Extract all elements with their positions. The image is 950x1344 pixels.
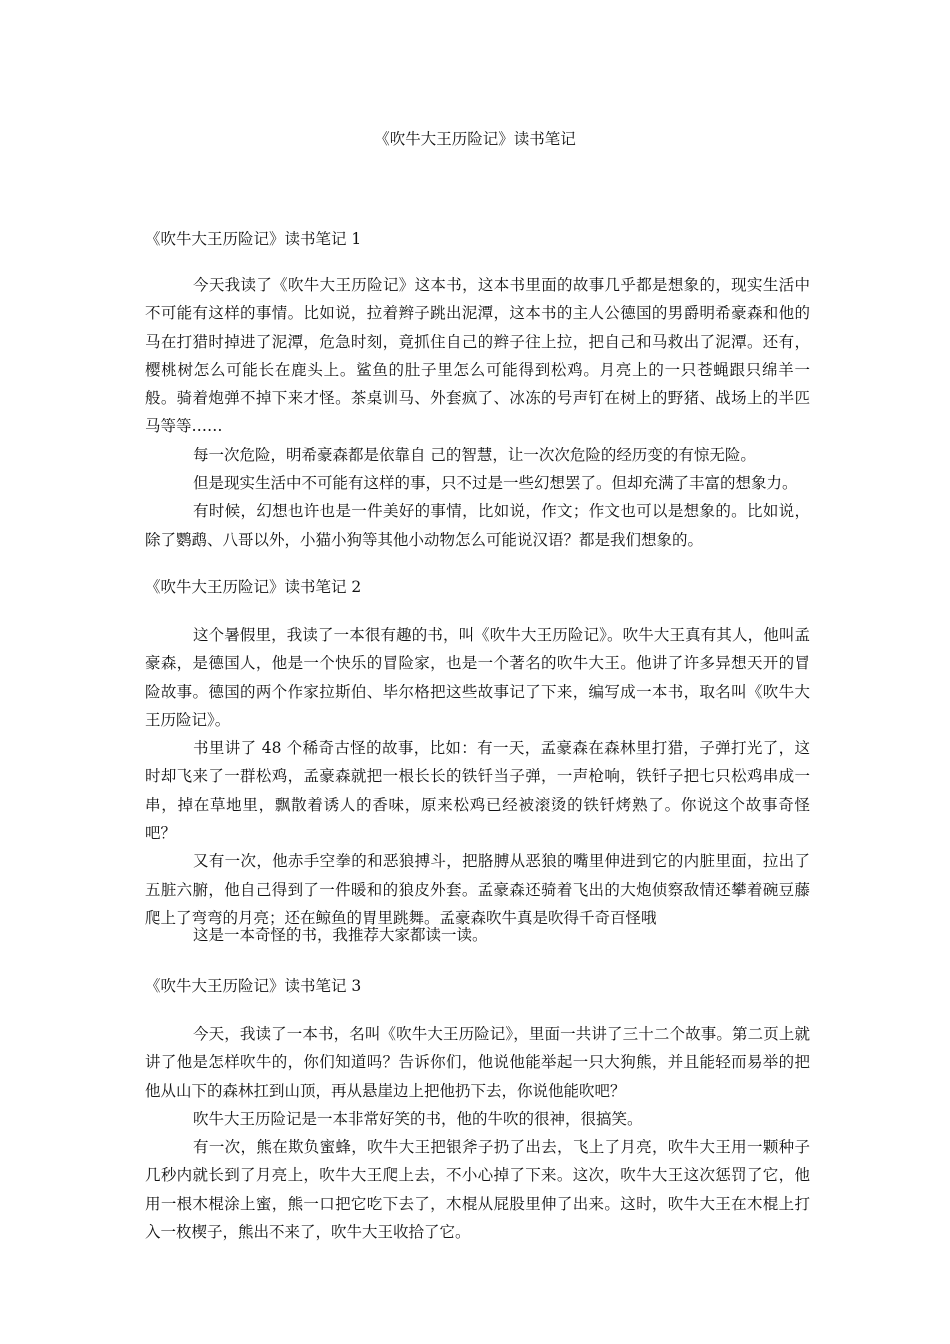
paragraph: 又有一次，他赤手空拳的和恶狼搏斗，把胳膊从恶狼的嘴里伸进到它的内脏里面，拉出了五脏六腑，他自己得到了一件暖和的狼皮外套。孟豪森还骑着飞出的大炮侦察敌情还攀着碗豆藤爬上了弯弯的月亮；还在鲸鱼的胃里跳舞。孟豪森吹牛真是吹得千奇百怪哦 [145, 852, 810, 927]
section-heading-3: 《吹牛大王历险记》读书笔记 3 [145, 977, 362, 995]
paragraph: 每一次危险，明希豪森都是依靠自 己的智慧，让一次次危险的经历变的有惊无险。 [193, 445, 756, 464]
paragraph: 今天我读了《吹牛大王历险记》这本书，这本书里面的故事几乎都是想象的，现实生活中不可能有这样的事情。比如说，拉着辫子跳出泥潭，这本书的主人公德国的男爵明希豪森和他的马在打猎时掉进了泥潭，危急时刻，竟抓住自己的辫子往上拉，把自己和马救出了泥潭。还有，樱桃树怎么可能长在鹿头上。鲨鱼的肚子里怎么可能得到松鸡。月亮上的一只苍蝇跟只绵羊一般。骑着炮弹不掉下来才怪。茶桌训马、外套疯了、冰冻的号声钉在树上的野猪、战场上的半匹马等等…… [145, 276, 810, 436]
document-title: 《吹牛大王历险记》读书笔记 [374, 130, 576, 148]
closing-paragraph: 这是一本奇怪的书，我推荐大家都读一读。 [193, 926, 488, 944]
paragraph: 但是现实生活中不可能有这样的事，只不过是一些幻想罢了。但却充满了丰富的想象力。 [193, 474, 798, 493]
section-body-3 [145, 1020, 810, 1246]
paragraph: 书里讲了 48 个稀奇古怪的故事，比如：有一天，孟豪森在森林里打猎，子弹打光了，这时却飞来了一群松鸡，孟豪森就把一根长长的铁钎当子弹，一声枪响，铁钎子把七只松鸡串成一串，掉在草地里，飘散着诱人的香味，原来松鸡已经被滚烫的铁钎烤熟了。你说这个故事奇怪吧？ [145, 739, 810, 843]
section-body-2 [145, 621, 810, 932]
paragraph: 今天，我读了一本书，名叫《吹牛大王历险记》，里面一共讲了三十二个故事。第二页上就讲了他是怎样吹牛的，你们知道吗？告诉你们，他说他能举起一只大狗熊，并且能轻而易举的把他从山下的森林扛到山顶，再从悬崖边上把他扔下去，你说他能吹吧？ [145, 1025, 810, 1100]
section-heading-1: 《吹牛大王历险记》读书笔记 1 [145, 230, 362, 248]
section-heading-2: 《吹牛大王历险记》读书笔记 2 [145, 578, 362, 596]
paragraph: 吹牛大王历险记是一本非常好笑的书，他的牛吹的很神，很搞笑。 [193, 1109, 643, 1128]
paragraph: 有一次，熊在欺负蜜蜂，吹牛大王把银斧子扔了出去，飞上了月亮，吹牛大王用一颗种子几秒内就长到了月亮上，吹牛大王爬上去，不小心掉了下来。这次，吹牛大王这次惩罚了它，他用一根木棍涂上蜜，熊一口把它吃下去了，木棍从屁股里伸了出来。这时，吹牛大王在木棍上打入一枚楔子，熊出不来了，吹牛大王收拾了它。 [145, 1138, 810, 1242]
paragraph: 有时候，幻想也许也是一件美好的事情，比如说，作文；作文也可以是想象的。比如说，除了鹦鹉、八哥以外，小猫小狗等其他小动物怎么可能说汉语？都是我们想象的。 [145, 502, 810, 549]
paragraph: 这个暑假里，我读了一本很有趣的书，叫《吹牛大王历险记》。吹牛大王真有其人，他叫孟豪森，是德国人，他是一个快乐的冒险家，也是一个著名的吹牛大王。他讲了许多异想天开的冒险故事。德国的两个作家拉斯伯、毕尔格把这些故事记了下来，编写成一本书，取名叫《吹牛大王历险记》。 [145, 626, 810, 729]
section-body-1 [145, 271, 810, 554]
